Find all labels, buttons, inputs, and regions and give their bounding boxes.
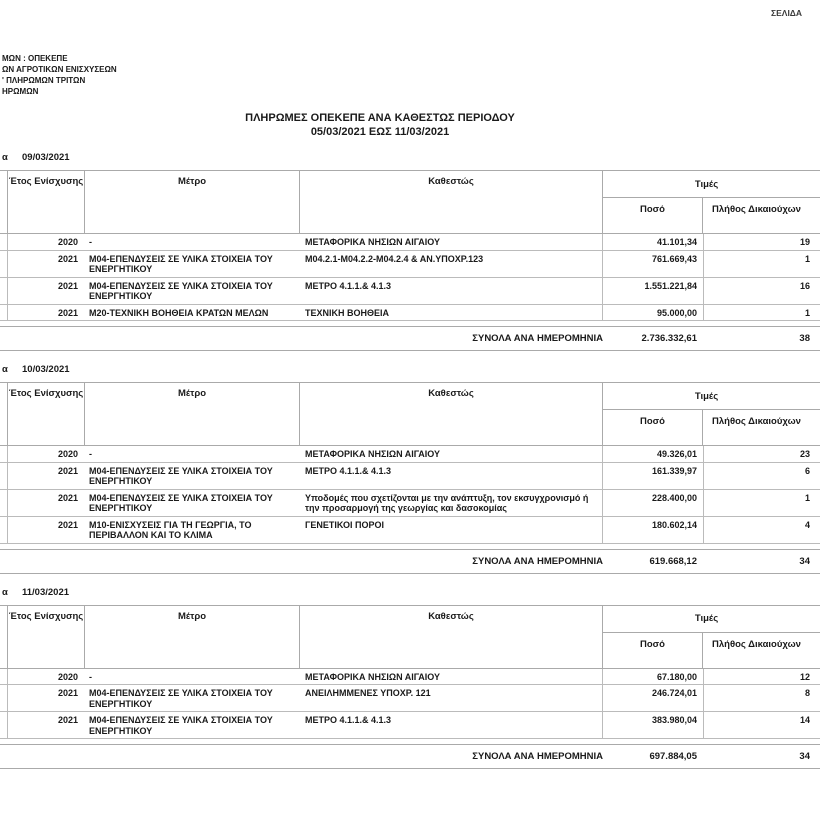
row-beneficiaries-count: 8 [703,685,820,711]
header-values: Τιμές [603,171,820,198]
payments-table [0,605,820,740]
row-measure: - [89,671,92,682]
header-beneficiaries: Πλήθος Δικαιούχων [712,416,801,427]
row-regime: ΜΕΤΡΟ 4.1.1.& 4.1.3 [305,715,392,725]
table-row [0,685,820,712]
row-beneficiaries-count: 1 [703,251,820,277]
date-line [0,364,820,380]
row-measure: Μ04-ΕΠΕΝΔΥΣΕΙΣ ΣΕ ΥΛΙΚΑ ΣΤΟΙΧΕΙΑ ΤΟΥ ΕΝΕΡΓΗΤΙΚΟΥ [89,280,273,301]
date-line [0,587,820,603]
row-stub-cell [0,446,8,462]
row-year: 2021 [57,519,78,530]
header-measure: Μέτρο [85,383,300,445]
row-beneficiaries-count: 1 [703,490,820,516]
sections-container [0,152,820,782]
row-regime: ΓΕΝΕΤΙΚΟΙ ΠΟΡΟΙ [305,519,385,530]
row-year: 2021 [57,465,78,476]
row-regime: Υποδομές που σχετίζονται με την ανάπτυξη, τον εκσυγχρονισμό ή την προσαρμογή της γεωργίας και δασοκομίας [305,492,589,513]
date-section [0,364,820,574]
row-beneficiaries-count: 12 [703,669,820,685]
header-stub-cell [0,606,8,668]
header-values-group [603,383,820,445]
row-year: 2021 [57,280,78,291]
table-header [0,382,820,446]
row-measure: Μ04-ΕΠΕΝΔΥΣΕΙΣ ΣΕ ΥΛΙΚΑ ΣΤΟΙΧΕΙΑ ΤΟΥ ΕΝΕΡΓΗΤΙΚΟΥ [89,253,273,274]
header-year: Έτος Ενίσχυσης [8,383,85,445]
row-measure: Μ10-ΕΝΙΣΧΥΣΕΙΣ ΓΙΑ ΤΗ ΓΕΩΡΓΙΑ, ΤΟ ΠΕΡΙΒΑΛΛΟΝ ΚΑΙ ΤΟ ΚΛΙΜΑ [89,519,252,540]
row-regime: ΜΕΤΑΦΟΡΙΚΑ ΝΗΣΙΩΝ ΑΙΓΑΙΟΥ [305,671,440,682]
table-row [0,712,820,739]
row-year: 2021 [57,688,78,698]
row-measure: Μ20-ΤΕΧΝΙΚΗ ΒΟΗΘΕΙΑ ΚΡΑΤΩΝ ΜΕΛΩΝ [89,307,269,318]
row-year: 2021 [57,715,78,725]
section-date: 09/03/2021 [22,152,70,163]
row-amount: 761.669,43 [602,251,703,277]
row-beneficiaries-count: 23 [703,446,820,462]
header-beneficiaries: Πλήθος Δικαιούχων [712,204,801,215]
header-beneficiaries: Πλήθος Δικαιούχων [712,638,801,650]
table-row [0,490,820,517]
daily-total-label: ΣΥΝΟΛΑ ΑΝΑ ΗΜΕΡΟΜΗΝΙΑ [472,751,603,762]
header-values-group [603,171,820,233]
table-header [0,170,820,234]
row-amount: 95.000,00 [602,305,703,321]
daily-total-row [0,744,820,769]
row-year: 2021 [57,307,78,318]
row-stub-cell [0,305,8,321]
header-values-group [603,606,820,668]
row-stub-cell [0,712,8,738]
row-regime: ΜΕΤΡΟ 4.1.1.& 4.1.3 [305,465,392,476]
daily-total-label: ΣΥΝΟΛΑ ΑΝΑ ΗΜΕΡΟΜΗΝΙΑ [472,333,603,344]
section-date: 11/03/2021 [22,586,70,598]
header-values: Τιμές [603,383,820,410]
daily-total-amount: 697.884,05 [649,751,697,762]
row-regime: ΜΕΤΡΟ 4.1.1.& 4.1.3 [305,280,392,291]
table-row [0,463,820,490]
row-beneficiaries-count: 1 [703,305,820,321]
date-label-prefix: α [2,364,8,375]
daily-total-count: 34 [799,751,810,762]
header-regime: Καθεστώς [300,171,603,233]
header-amount: Ποσό [603,410,703,445]
row-regime: Μ04.2.1-Μ04.2.2-Μ04.2.4 & ΑΝ.ΥΠΟΧΡ.123 [305,253,484,264]
daily-total-amount: 619.668,12 [649,555,697,567]
row-regime: ΜΕΤΑΦΟΡΙΚΑ ΝΗΣΙΩΝ ΑΙΓΑΙΟΥ [305,449,440,459]
row-measure: - [89,449,92,459]
header-measure: Μέτρο [85,171,300,233]
header-regime: Καθεστώς [300,383,603,445]
row-stub-cell [0,685,8,711]
header-stub-cell [0,171,8,233]
row-amount: 49.326,01 [602,446,703,462]
row-stub-cell [0,234,8,250]
row-beneficiaries-count: 14 [703,712,820,738]
row-stub-cell [0,490,8,516]
date-line [0,152,820,168]
section-date: 10/03/2021 [22,364,70,375]
table-row [0,305,820,322]
header-values: Τιμές [603,606,820,633]
header-stub-cell [0,383,8,445]
table-row [0,251,820,278]
row-year: 2021 [57,492,78,503]
row-amount: 228.400,00 [602,490,703,516]
row-beneficiaries-count: 6 [703,463,820,489]
daily-total-row [0,549,820,574]
row-measure: Μ04-ΕΠΕΝΔΥΣΕΙΣ ΣΕ ΥΛΙΚΑ ΣΤΟΙΧΕΙΑ ΤΟΥ ΕΝΕΡΓΗΤΙΚΟΥ [89,492,273,513]
page-label: ΣΕΛΙΔΑ [771,8,803,18]
row-year: 2021 [57,253,78,264]
table-row [0,278,820,305]
row-stub-cell [0,278,8,304]
row-regime: ΑΝΕΙΛΗΜΜΕΝΕΣ ΥΠΟΧΡ. 121 [305,688,431,698]
table-row [0,446,820,463]
row-stub-cell [0,517,8,543]
row-stub-cell [0,251,8,277]
table-header [0,605,820,669]
date-label-prefix: α [2,152,8,163]
daily-total-count: 38 [799,333,810,344]
header-measure: Μέτρο [85,606,300,668]
daily-total-count: 34 [799,555,810,567]
row-regime: ΤΕΧΝΙΚΗ ΒΟΗΘΕΙΑ [305,307,390,318]
row-regime: ΜΕΤΑΦΟΡΙΚΑ ΝΗΣΙΩΝ ΑΙΓΑΙΟΥ [305,237,440,247]
payments-table [0,382,820,544]
letterhead-line-1: ΜΩΝ : ΟΠΕΚΕΠΕ [2,54,68,63]
header-values-subrow [603,410,820,445]
row-beneficiaries-count: 19 [703,234,820,250]
table-body [0,234,820,321]
header-amount: Ποσό [603,198,703,233]
report-title-line1: ΠΛΗΡΩΜΕΣ ΟΠΕΚΕΠΕ ΑΝΑ ΚΑΘΕΣΤΩΣ ΠΕΡΙΟΔΟΥ [245,112,515,124]
header-values-subrow [603,633,820,668]
row-year: 2020 [57,671,78,682]
row-measure: Μ04-ΕΠΕΝΔΥΣΕΙΣ ΣΕ ΥΛΙΚΑ ΣΤΟΙΧΕΙΑ ΤΟΥ ΕΝΕΡΓΗΤΙΚΟΥ [89,688,273,709]
daily-total-label: ΣΥΝΟΛΑ ΑΝΑ ΗΜΕΡΟΜΗΝΙΑ [472,555,603,567]
table-row [0,517,820,544]
report-title [180,111,580,139]
row-amount: 180.602,14 [602,517,703,543]
daily-total-amount: 2.736.332,61 [641,333,697,344]
table-body [0,446,820,544]
letterhead-line-2: ΩΝ ΑΓΡΟΤΙΚΩΝ ΕΝΙΣΧΥΣΕΩΝ [2,65,117,74]
row-beneficiaries-count: 16 [703,278,820,304]
date-label-prefix: α [2,586,8,598]
header-year: Έτος Ενίσχυσης [8,606,85,668]
table-row [0,669,820,686]
header-year: Έτος Ενίσχυσης [8,171,85,233]
row-amount: 41.101,34 [602,234,703,250]
row-year: 2020 [57,449,78,459]
header-values-subrow [603,198,820,233]
date-section [0,152,820,351]
date-section [0,587,820,770]
letterhead-line-3: ' ΠΛΗΡΩΜΩΝ ΤΡΙΤΩΝ [2,76,86,85]
letterhead-line-4: ΗΡΩΜΩΝ [2,87,39,96]
row-amount: 246.724,01 [602,685,703,711]
row-amount: 1.551.221,84 [602,278,703,304]
row-stub-cell [0,463,8,489]
table-row [0,234,820,251]
daily-total-row [0,326,820,351]
header-regime: Καθεστώς [300,606,603,668]
row-measure: Μ04-ΕΠΕΝΔΥΣΕΙΣ ΣΕ ΥΛΙΚΑ ΣΤΟΙΧΕΙΑ ΤΟΥ ΕΝΕΡΓΗΤΙΚΟΥ [89,465,273,486]
row-year: 2020 [57,237,78,247]
payments-table [0,170,820,321]
header-amount: Ποσό [603,633,703,668]
row-amount: 67.180,00 [602,669,703,685]
row-measure: - [89,237,92,247]
report-title-line2: 05/03/2021 ΕΩΣ 11/03/2021 [310,126,450,138]
table-body [0,669,820,740]
row-beneficiaries-count: 4 [703,517,820,543]
row-measure: Μ04-ΕΠΕΝΔΥΣΕΙΣ ΣΕ ΥΛΙΚΑ ΣΤΟΙΧΕΙΑ ΤΟΥ ΕΝΕΡΓΗΤΙΚΟΥ [89,715,273,736]
row-amount: 383.980,04 [602,712,703,738]
row-stub-cell [0,669,8,685]
letterhead [2,53,117,97]
row-amount: 161.339,97 [602,463,703,489]
